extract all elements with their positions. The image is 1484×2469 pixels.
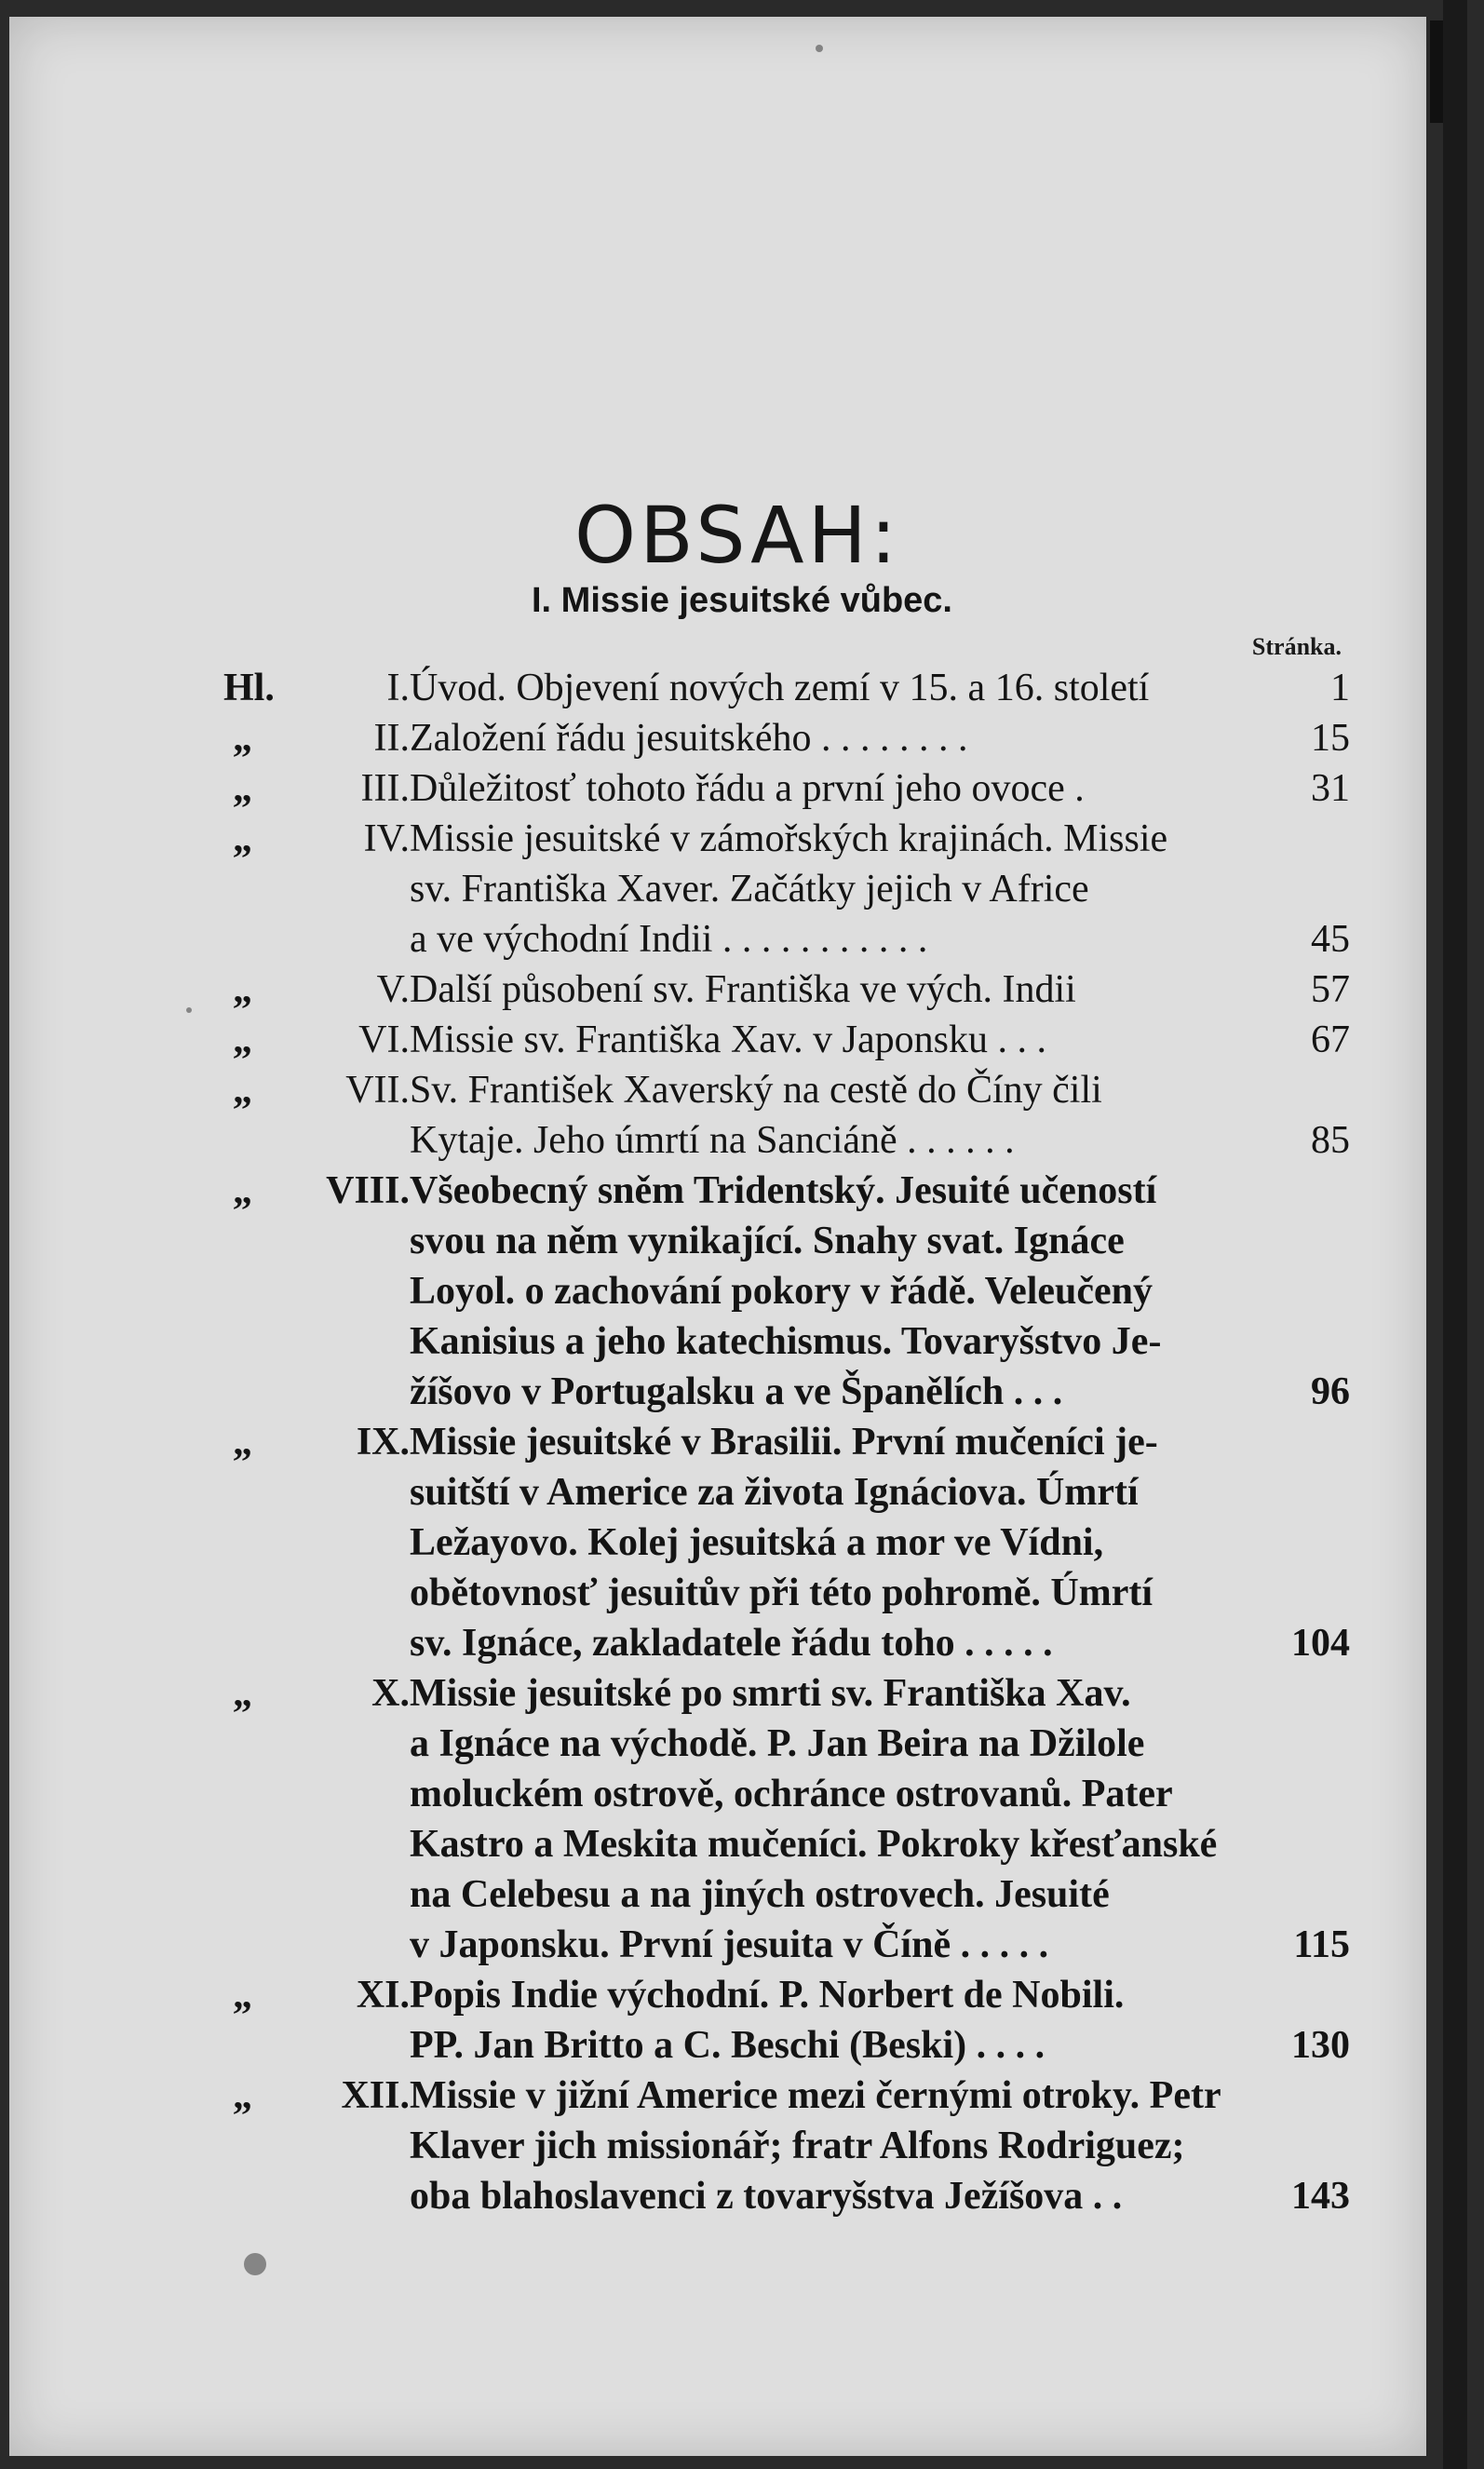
ink-speck [186,1007,192,1013]
chapter-number: V. [376,968,410,1011]
toc-entry [205,713,1350,763]
toc-entry-line [205,2020,1350,2071]
page-number: 67 [1311,1019,1350,1061]
ink-speck [816,45,823,52]
toc-entry-line [205,2071,1350,2121]
chapter-title: sv. Ignáce, zakladatele řádu toho . . . . . [410,1622,1053,1665]
page-number: 96 [1311,1370,1350,1413]
chapter-title: Kastro a Meskita mučeníci. Pokroky křesťanské [410,1823,1218,1866]
chapter-number: X. [371,1672,410,1715]
page-column-label: Stránka. [1251,633,1342,660]
ditto-glyph: „ [233,1019,252,1061]
chapter-title: Založení řádu jesuitského . . . . . . . . [410,717,968,760]
ink-speck [244,2253,266,2275]
ditto-glyph: „ [233,1069,252,1112]
chapter-title: Kytaje. Jeho úmrtí na Sanciáně . . . . . . [410,1119,1015,1162]
chapter-number: XII. [341,2074,410,2117]
toc-entry-line [205,1367,1350,1417]
toc-entry [205,1970,1350,2071]
toc-entry-line [205,1166,1350,1216]
toc-entry [205,1166,1350,1417]
toc-entry-line [205,1819,1350,1869]
toc-entry-line [205,2121,1350,2171]
chapter-title: Missie jesuitské v zámořských krajinách. Missie [410,817,1168,860]
toc-entry [205,763,1350,814]
ditto-glyph: „ [233,1421,252,1464]
toc-entry-line [205,1216,1350,1266]
chapter-title: sv. Františka Xaver. Začátky jejich v Africe [410,868,1089,911]
ditto-glyph: „ [233,2074,252,2117]
chapter-title: Missie sv. Františka Xav. v Japonsku . . . [410,1019,1047,1061]
chapter-abbrev: Hl. [223,667,275,709]
table-of-contents [205,663,1350,2221]
section-heading: I. Missie jesuitské vůbec. [532,581,952,620]
ditto-glyph: „ [233,1974,252,2017]
toc-entry-line [205,864,1350,914]
page-edge-mark [1430,20,1443,123]
chapter-title: Missie jesuitské v Brasilii. První mučeníci je- [410,1421,1158,1464]
ditto-glyph: „ [233,968,252,1011]
chapter-number: VII. [345,1069,410,1112]
toc-entry-line [205,914,1350,965]
chapter-title: svou na něm vynikající. Snahy svat. Ignáce [410,1220,1125,1262]
chapter-title: v Japonsku. První jesuita v Číně . . . . . [410,1923,1049,1966]
toc-entry-line [205,1065,1350,1115]
toc-entry-line [205,1316,1350,1367]
toc-entry-line [205,814,1350,864]
chapter-number: IV. [363,817,410,860]
toc-entry [205,1668,1350,1970]
toc-entry [205,814,1350,965]
chapter-title: PP. Jan Britto a C. Beschi (Beski) . . . . [410,2024,1046,2067]
toc-entry-line [205,1618,1350,1668]
page-number: 115 [1293,1923,1350,1966]
ditto-glyph: „ [233,1672,252,1715]
toc-entry-line [205,1417,1350,1467]
chapter-title: Úvod. Objevení nových zemí v 15. a 16. století [410,667,1150,709]
toc-entry-line [205,1920,1350,1970]
toc-entry [205,1015,1350,1065]
page-number: 15 [1311,717,1350,760]
chapter-title: Popis Indie východní. P. Norbert de Nobili. [410,1974,1125,2017]
chapter-title: oba blahoslavenci z tovaryšstva Ježíšova . . [410,2175,1123,2218]
page-number: 130 [1291,2024,1350,2067]
page-number: 57 [1311,968,1350,1011]
page-number: 45 [1311,918,1350,961]
toc-entry-line [205,663,1350,713]
toc-entry-line [205,1266,1350,1316]
chapter-number: III. [360,767,410,810]
toc-entry-line [205,1869,1350,1920]
ditto-glyph: „ [233,767,252,810]
chapter-title: Všeobecný sněm Tridentský. Jesuité učeností [410,1169,1157,1212]
toc-entry-line [205,1518,1350,1568]
toc-entry-line [205,965,1350,1015]
chapter-title: žíšovo v Portugalsku a ve Španělích . . . [410,1370,1063,1413]
toc-entry [205,965,1350,1015]
page-number: 104 [1291,1622,1350,1665]
toc-entry [205,2071,1350,2221]
toc-entry-line [205,713,1350,763]
chapter-number: II. [373,717,410,760]
toc-entry [205,663,1350,713]
toc-entry-line [205,2171,1350,2221]
page-title: OBSAH: [573,490,901,582]
toc-entry-line [205,1668,1350,1719]
chapter-number: VI. [358,1019,410,1061]
chapter-number: XI. [356,1974,410,2017]
toc-entry-line [205,1467,1350,1518]
toc-entry [205,1065,1350,1166]
chapter-title: a ve východní Indii . . . . . . . . . . . [410,918,928,961]
ditto-glyph: „ [233,717,252,760]
toc-entry [205,1417,1350,1668]
chapter-title: Sv. František Xaverský na cestě do Číny čili [410,1069,1102,1112]
page-number: 143 [1291,2175,1350,2218]
toc-entry-line [205,1970,1350,2020]
toc-entry-line [205,1719,1350,1769]
chapter-title: Klaver jich missionář; fratr Alfons Rodriguez; [410,2125,1185,2167]
toc-entry-line [205,1015,1350,1065]
chapter-title: Další působení sv. Františka ve vých. Indii [410,968,1076,1011]
chapter-title: Důležitosť tohoto řádu a první jeho ovoce . [410,767,1085,810]
page-edge [1443,0,1467,2469]
toc-entry-line [205,1568,1350,1618]
chapter-title: Ležayovo. Kolej jesuitská a mor ve Vídni, [410,1521,1104,1564]
toc-entry-line [205,1115,1350,1166]
chapter-title: obětovnosť jesuitův při této pohromě. Úmrtí [410,1572,1153,1614]
chapter-title: Loyol. o zachování pokory v řádě. Veleučený [410,1270,1153,1313]
page-number: 1 [1330,667,1350,709]
chapter-number: VIII. [326,1169,410,1212]
chapter-title: na Celebesu a na jiných ostrovech. Jesuité [410,1873,1110,1916]
page-number: 85 [1311,1119,1350,1162]
chapter-title: Missie jesuitské po smrti sv. Františka Xav. [410,1672,1131,1715]
chapter-number: IX. [356,1421,410,1464]
chapter-title: Kanisius a jeho katechismus. Tovaryšstvo Je- [410,1320,1162,1363]
chapter-title: a Ignáce na východě. P. Jan Beira na Džilole [410,1722,1145,1765]
chapter-title: moluckém ostrově, ochránce ostrovanů. Pater [410,1773,1173,1815]
page-number: 31 [1311,767,1350,810]
toc-entry-line [205,1769,1350,1819]
chapter-title: Missie v jižní Americe mezi černými otroky. Petr [410,2074,1221,2117]
ditto-glyph: „ [233,817,252,860]
chapter-number: I. [386,667,410,709]
chapter-title: suitští v Americe za života Ignáciova. Úmrtí [410,1471,1139,1514]
toc-entry-line [205,763,1350,814]
ditto-glyph: „ [233,1169,252,1212]
